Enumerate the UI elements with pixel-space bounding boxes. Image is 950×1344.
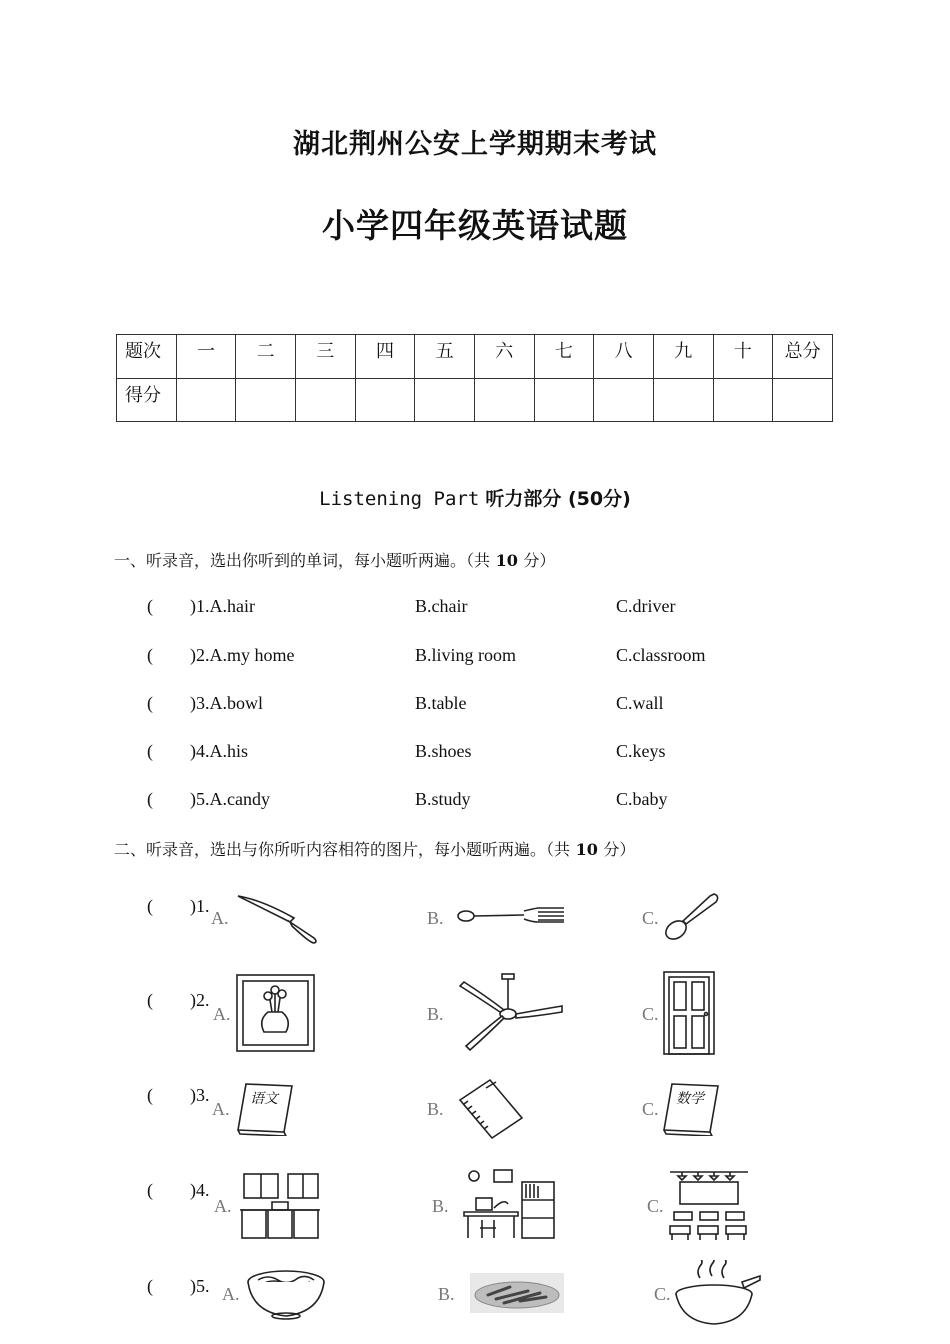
score-cell: 四 <box>355 335 415 379</box>
part1-heading <box>114 548 555 571</box>
picture-label-b: B. <box>438 1284 455 1304</box>
picture-label-b: B. <box>427 1004 444 1024</box>
picture-label-c: C. <box>647 1196 664 1216</box>
answer-blank[interactable]: ( <box>147 990 153 1010</box>
answer-blank[interactable]: ( <box>147 1085 153 1105</box>
framed-picture-picture[interactable] <box>234 972 318 1054</box>
score-cell: 得分 <box>117 378 177 422</box>
spoon-picture[interactable] <box>660 890 724 942</box>
question-number: )5. <box>190 1276 210 1296</box>
score-entry-cell[interactable] <box>355 378 415 422</box>
knife-picture[interactable] <box>232 890 322 946</box>
listening-title-en: Listening Part <box>319 488 480 510</box>
door-picture[interactable] <box>662 970 716 1056</box>
part2-heading-text: 二、听录音，选出与你所听内容相符的图片，每小题听两遍。（共 <box>114 840 571 859</box>
score-cell: 三 <box>295 335 355 379</box>
chinese-book-picture[interactable] <box>236 1082 294 1136</box>
answer-blank[interactable]: ( <box>147 789 153 809</box>
option-a: )1.A.hair <box>190 596 255 616</box>
option-c: C.baby <box>616 789 668 809</box>
option-c: C.wall <box>616 693 664 713</box>
score-entry-cell[interactable] <box>534 378 594 422</box>
option-b: B.living room <box>415 645 517 665</box>
picture-label-a: A. <box>213 1004 231 1024</box>
book-cover-text: 语文 <box>250 1091 278 1107</box>
question-number: )4. <box>190 1180 210 1200</box>
score-cell: 十 <box>713 335 773 379</box>
question-number: )1. <box>190 896 210 916</box>
part2-heading-suffix: 分） <box>603 840 636 859</box>
score-entry-cell[interactable] <box>773 378 833 422</box>
option-b: B.shoes <box>415 741 472 761</box>
math-book-picture[interactable] <box>662 1082 720 1136</box>
option-a: )5.A.candy <box>190 789 270 809</box>
picture-label-c: C. <box>642 1004 659 1024</box>
kitchen-picture[interactable] <box>238 1170 322 1242</box>
score-cell: 九 <box>653 335 713 379</box>
score-entry-cell[interactable] <box>474 378 534 422</box>
part2-heading-score: 10 <box>570 840 604 859</box>
picture-label-c: C. <box>654 1284 671 1304</box>
listening-title-cn: 听力部分 (50分) <box>485 488 631 510</box>
score-entry-cell[interactable] <box>176 378 236 422</box>
answer-blank[interactable]: ( <box>147 1180 153 1200</box>
option-c: C.keys <box>616 741 666 761</box>
question-number: )2. <box>190 990 210 1010</box>
answer-blank[interactable]: ( <box>147 1276 153 1296</box>
answer-blank[interactable]: ( <box>147 596 153 616</box>
picture-label-b: B. <box>432 1196 449 1216</box>
score-entry-cell[interactable] <box>236 378 296 422</box>
option-a: )4.A.his <box>190 741 248 761</box>
score-cell: 题次 <box>117 335 177 379</box>
picture-label-b: B. <box>427 1099 444 1119</box>
part1-heading-suffix: 分） <box>523 551 556 570</box>
score-cell: 五 <box>415 335 475 379</box>
answer-blank[interactable]: ( <box>147 693 153 713</box>
book-cover-text: 数学 <box>676 1091 704 1107</box>
part1-heading-text: 一、听录音，选出你听到的单词，每小题听两遍。（共 <box>114 551 491 570</box>
study-room-picture[interactable] <box>460 1168 558 1242</box>
notebook-picture[interactable] <box>456 1078 524 1140</box>
ceiling-fan-picture[interactable] <box>456 972 566 1054</box>
score-cell: 七 <box>534 335 594 379</box>
question-number: )3. <box>190 1085 210 1105</box>
score-cell: 二 <box>236 335 296 379</box>
score-entry-cell[interactable] <box>415 378 475 422</box>
score-cell: 总分 <box>773 335 833 379</box>
part1-heading-score: 10 <box>490 551 524 570</box>
option-b: B.study <box>415 789 471 809</box>
part2-heading <box>114 837 635 860</box>
picture-label-a: A. <box>211 908 229 928</box>
score-entry-cell[interactable] <box>713 378 773 422</box>
answer-blank[interactable]: ( <box>147 645 153 665</box>
option-a: )3.A.bowl <box>190 693 263 713</box>
score-entry-cell[interactable] <box>295 378 355 422</box>
answer-blank[interactable]: ( <box>147 896 153 916</box>
score-table <box>116 334 833 422</box>
vegetable-dish-picture[interactable] <box>470 1273 564 1313</box>
exam-subtitle: 小学四年级英语试题 <box>322 206 628 245</box>
listening-section-title <box>0 484 950 511</box>
option-a: )2.A.my home <box>190 645 295 665</box>
score-entry-cell[interactable] <box>594 378 654 422</box>
score-table-score-row <box>117 378 833 422</box>
score-cell: 八 <box>594 335 654 379</box>
picture-label-c: C. <box>642 1099 659 1119</box>
picture-label-a: A. <box>222 1284 240 1304</box>
picture-label-b: B. <box>427 908 444 928</box>
picture-label-a: A. <box>214 1196 232 1216</box>
picture-label-c: C. <box>642 908 659 928</box>
fork-picture[interactable] <box>454 900 569 930</box>
score-cell: 六 <box>474 335 534 379</box>
soup-bowl-picture[interactable] <box>672 1260 764 1330</box>
option-b: B.table <box>415 693 467 713</box>
classroom-picture[interactable] <box>666 1166 752 1242</box>
exam-title: 湖北荆州公安上学期期末考试 <box>293 129 657 160</box>
option-b: B.chair <box>415 596 468 616</box>
score-entry-cell[interactable] <box>653 378 713 422</box>
picture-label-a: A. <box>212 1099 230 1119</box>
answer-blank[interactable]: ( <box>147 741 153 761</box>
score-table-header-row <box>117 335 833 379</box>
noodle-bowl-picture[interactable] <box>244 1268 328 1320</box>
option-c: C.driver <box>616 596 676 616</box>
score-cell: 一 <box>176 335 236 379</box>
option-c: C.classroom <box>616 645 706 665</box>
